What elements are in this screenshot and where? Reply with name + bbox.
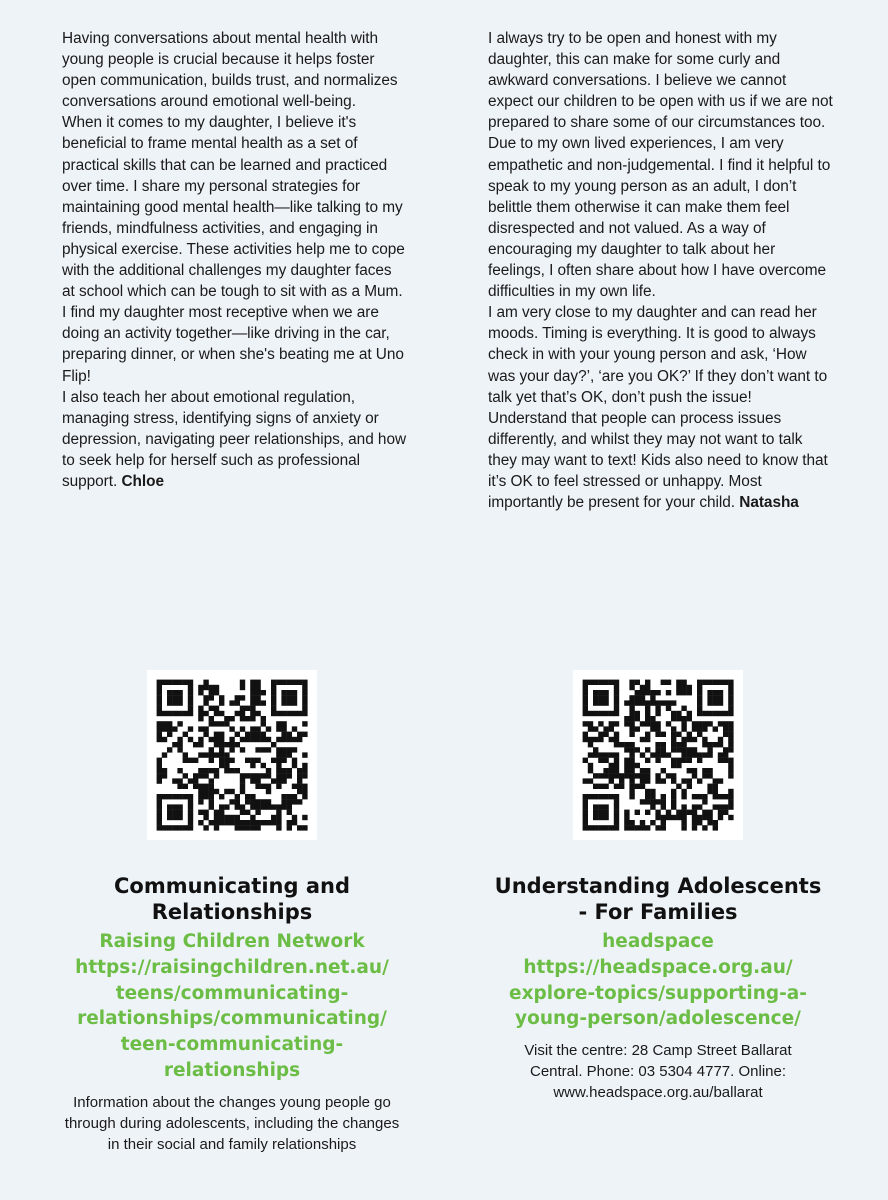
resource-title: Communicating and Relationships <box>113 874 350 924</box>
qr-code-icon[interactable] <box>147 670 317 840</box>
resource-org[interactable]: Raising Children Network <box>99 931 365 952</box>
paragraph: I also teach her about emotional regulation, managing stress, identifying signs of anxiety or depression, navigating peer relationships, and how to seek help for herself such as professional support. <box>62 388 407 490</box>
resource-link[interactable]: https://headspace.org.au/ explore-topics/supporting-a- young-person/adolescence/ <box>509 956 807 1030</box>
paragraph: When it comes to my daughter, I believe it's beneficial to frame mental health as a set of practical skills that can be learned and practiced over time. I share my personal strategies for maintaining good mental health—like talking to my friends, mindfulness activities, and engaging in physical exercise. These activities help me to cope with the additional challenges my daughter faces at school which can be tough to sit with as a Mum. <box>62 114 405 301</box>
resource-raising-children <box>52 670 412 1155</box>
paragraph: Having conversations about mental health with young people is crucial because it helps foster open communication, builds trust, and normalizes conversations around emotional well-being. <box>62 30 398 111</box>
resource-headspace <box>478 670 838 1103</box>
signature: Natasha <box>739 494 799 512</box>
paragraph: I am very close to my daughter and can read her moods. Timing is everything. It is good to always check in with your young person and ask, ‘How was your day?’, ‘are you OK?’ If they don’t want to talk yet that’s OK, don’t push the issue! Understand that people can process issues differently, and whilst they may not want to talk they may want to text! Kids also need to know that it’s OK to feel stressed or unhappy. Most importantly be present for your child. <box>488 304 828 512</box>
resource-link[interactable]: https://raisingchildren.net.au/ teens/communicating- relationships/communicating/ teen-communicating- relationships <box>75 956 389 1081</box>
testimonial-natasha <box>488 28 833 513</box>
paragraph: I find my daughter most receptive when we are doing an activity together—like driving in the car, preparing dinner, or when she's beating me at Uno Flip! <box>62 304 404 385</box>
paragraph-with-signature <box>62 387 407 492</box>
signature: Chloe <box>121 472 164 490</box>
resource-description: Visit the centre: 28 Camp Street Ballarat Central. Phone: 03 5304 4777. Online: www.headspace.org.au/ballarat <box>524 1042 792 1102</box>
paragraph: I always try to be open and honest with my daughter, this can make for some curly and awkward conversations. I believe we cannot expect our children to be open with us if we are not prepared to share some of our circumstances too. Due to my own lived experiences, I am very empathetic and non-judgemental. I find it helpful to speak to my young person as an adult, I don’t belittle them otherwise it can make them feel disrespected and not valued. As a way of encouraging my daughter to talk about her feelings, I often share about how I have overcome difficulties in my own life. <box>488 30 833 301</box>
resource-org[interactable]: headspace <box>602 931 714 952</box>
testimonial-chloe <box>62 28 407 492</box>
resource-description: Information about the changes young people go through during adolescents, including the changes in their social and family relationships <box>64 1093 400 1153</box>
paragraph-with-signature <box>488 302 833 513</box>
resource-title: Understanding Adolescents - For Families <box>494 874 822 924</box>
qr-code-icon[interactable] <box>573 670 743 840</box>
